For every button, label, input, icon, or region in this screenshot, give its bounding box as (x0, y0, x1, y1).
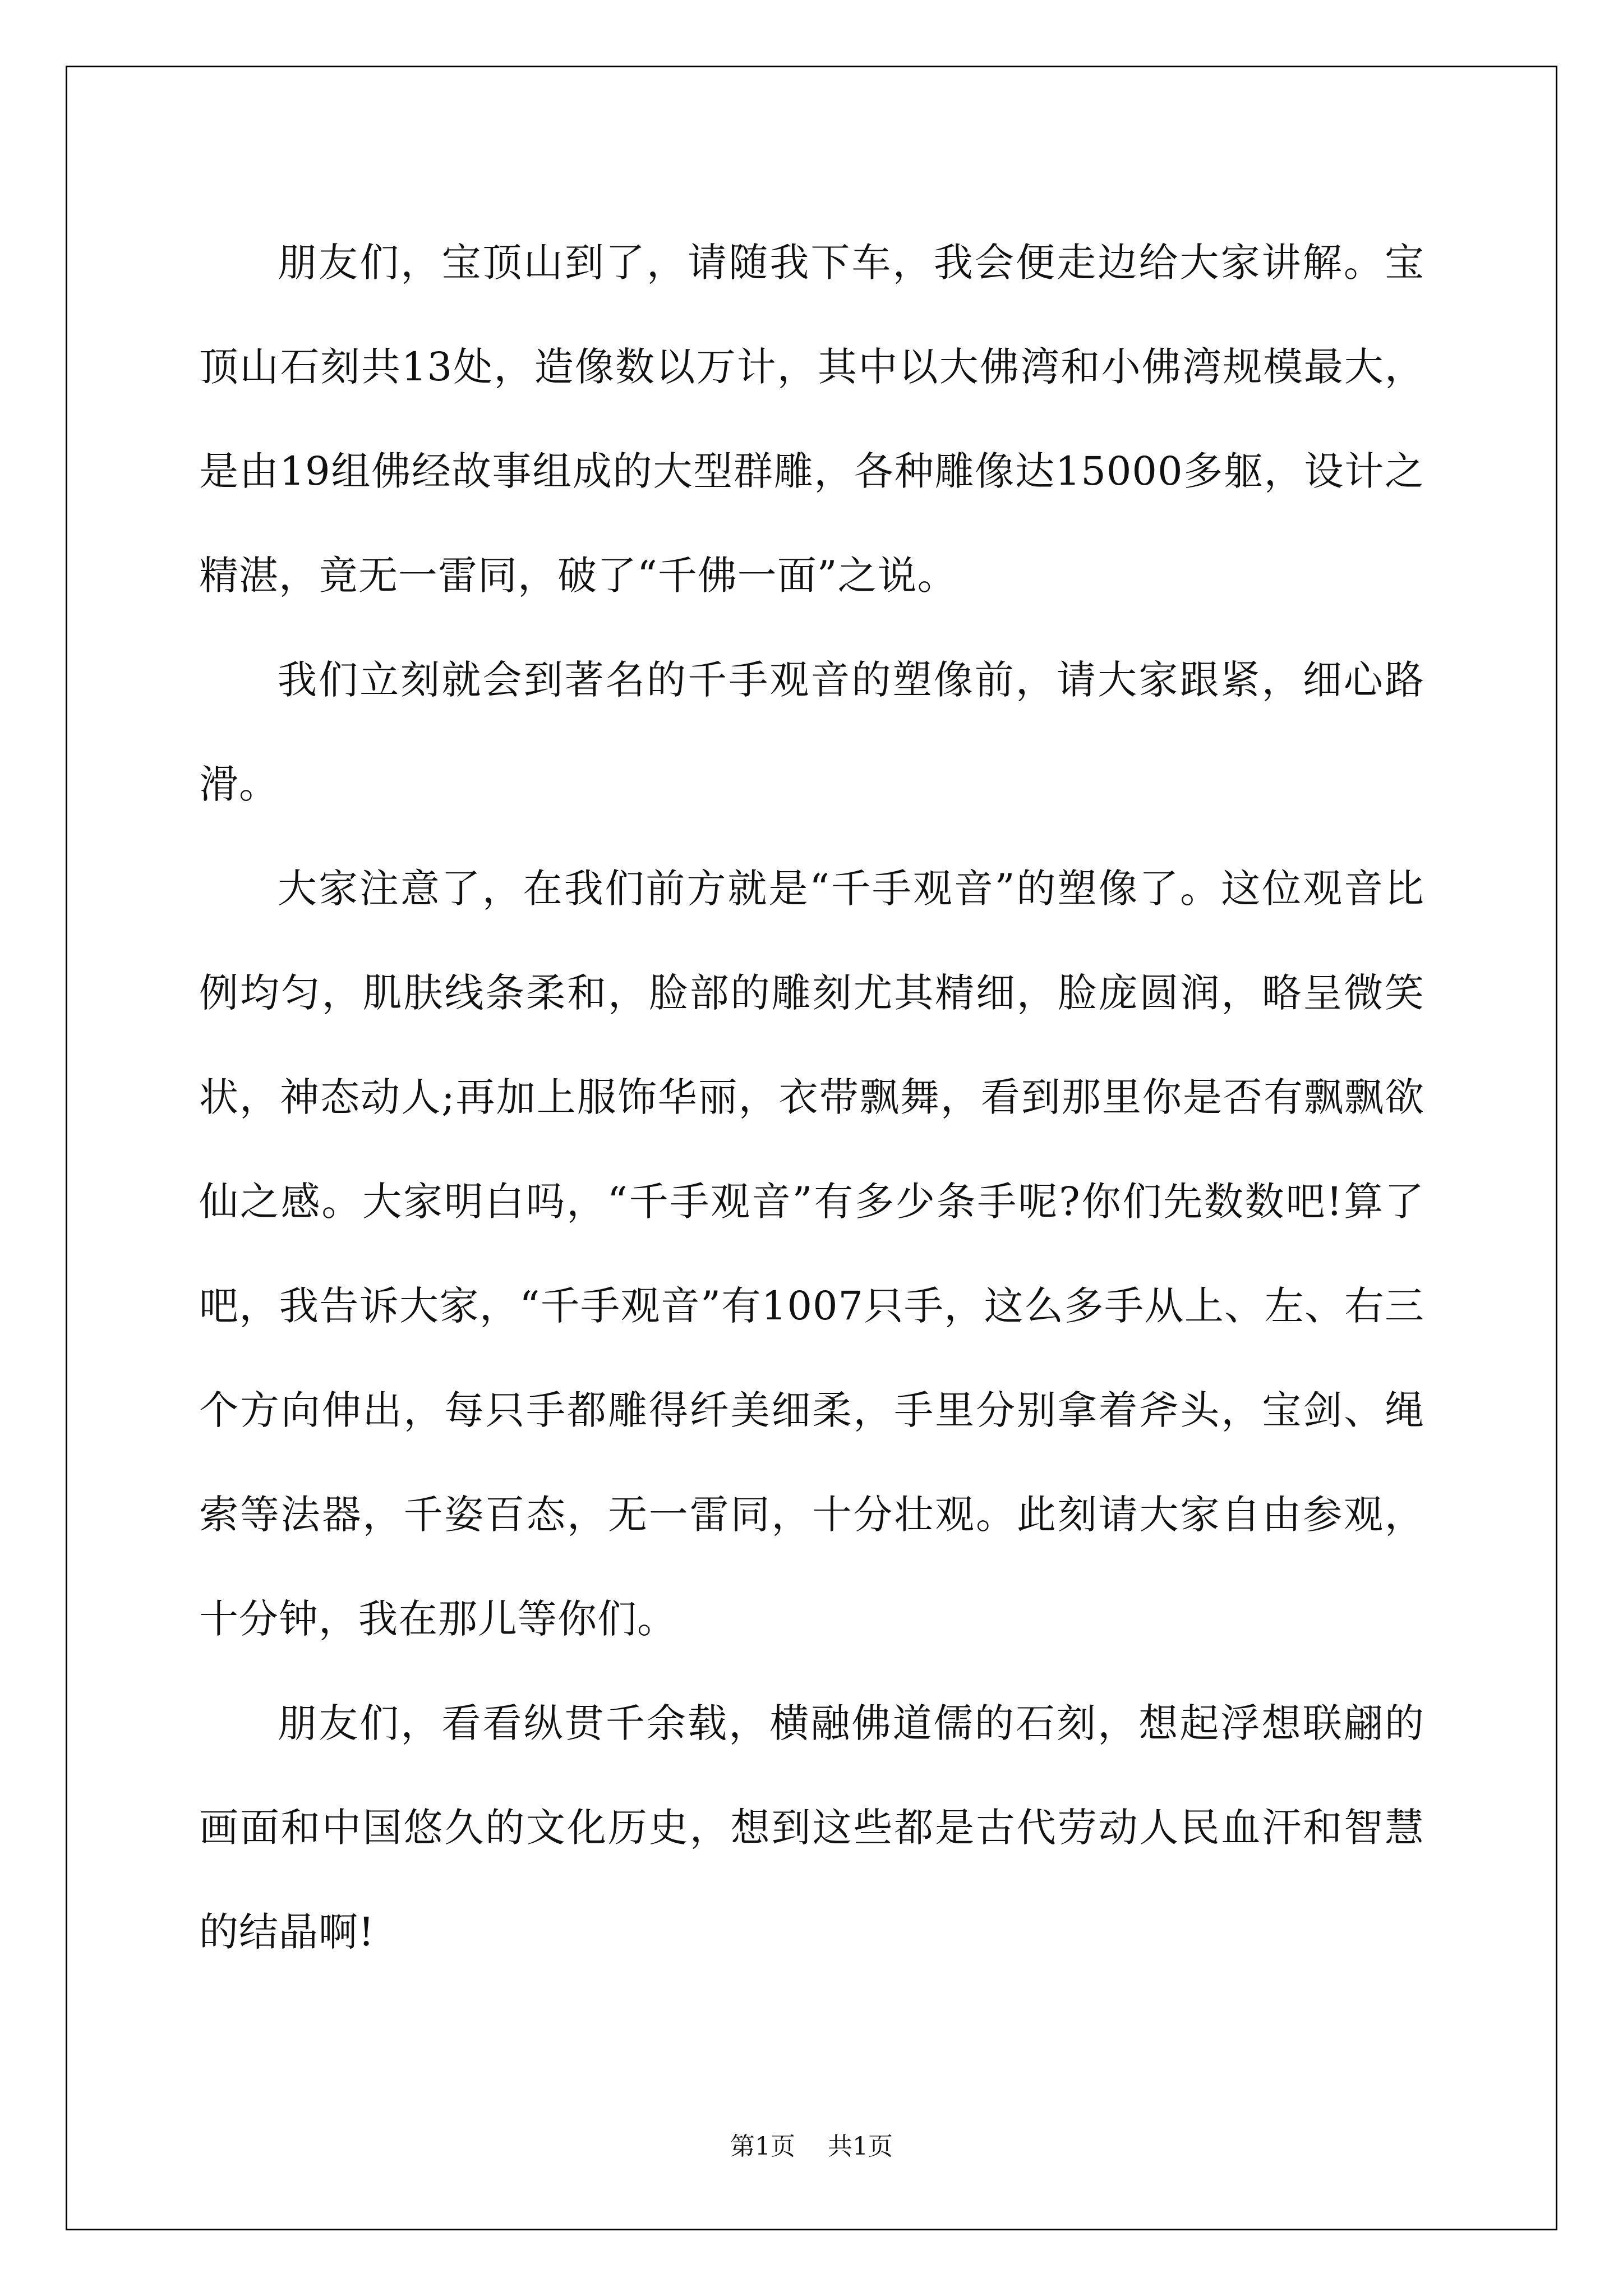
page-number-total: 共1页 (828, 2132, 893, 2161)
paragraph-3: 大家注意了，在我们前方就是“千手观音”的塑像了。这位观音比例均匀，肌肤线条柔和，脸部的雕刻尤其精细，脸庞圆润，略呈微笑状，神态动人;再加上服饰华丽，衣带飘舞，看到那里你是否有飘飘欲仙之感。大家明白吗，“千手观音”有多少条手呢?你们先数数吧!算了吧，我告诉大家，“千手观音”有1007只手，这么多手从上、左、右三个方向伸出，每只手都雕得纤美细柔，手里分别拿着斧头，宝剑、绳索等法器，千姿百态，无一雷同，十分壮观。此刻请大家自由参观，十分钟，我在那儿等你们。 (199, 866, 1424, 1642)
paragraph-1: 朋友们，宝顶山到了，请随我下车，我会便走边给大家讲解。宝顶山石刻共13处，造像数以万计，其中以大佛湾和小佛湾规模最大，是由19组佛经故事组成的大型群雕，各种雕像达15000多躯，设计之精湛，竟无一雷同，破了“千佛一面”之说。 (199, 240, 1424, 599)
document-body (199, 210, 1424, 1984)
page-number-current: 第1页 (730, 2132, 795, 2161)
page-footer (0, 2126, 1623, 2162)
paragraph-4: 朋友们，看看纵贯千余载，横融佛道儒的石刻，想起浮想联翩的画面和中国悠久的文化历史，想到这些都是古代劳动人民血汗和智慧的结晶啊! (199, 1700, 1424, 1955)
paragraph-2: 我们立刻就会到著名的千手观音的塑像前，请大家跟紧，细心路滑。 (199, 657, 1424, 807)
